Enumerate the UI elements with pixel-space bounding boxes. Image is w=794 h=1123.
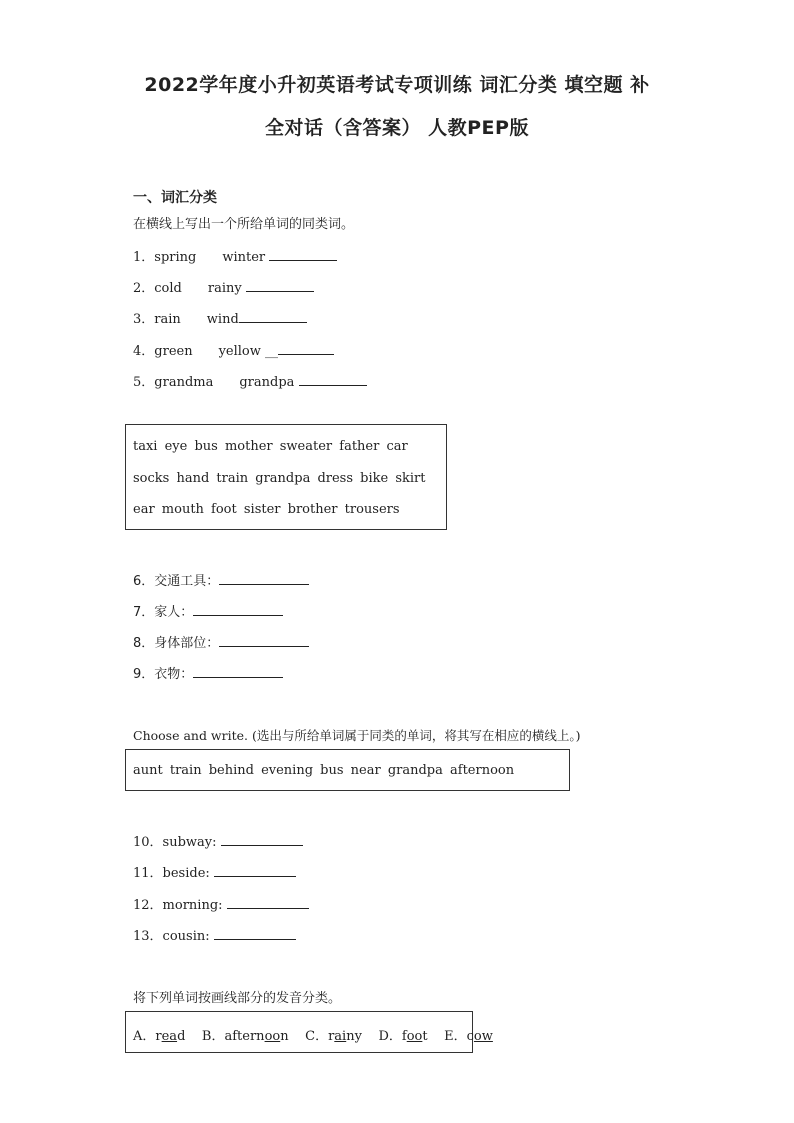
- word-b: winter: [222, 250, 266, 265]
- question-number: 4．: [133, 344, 155, 359]
- question-1: [133, 246, 337, 265]
- word-b: wind: [206, 312, 239, 327]
- option-a: A．read: [133, 1029, 186, 1044]
- answer-blank[interactable]: [246, 279, 314, 292]
- word-b: rainy: [207, 281, 242, 296]
- category-label: 8．身体部位：: [133, 636, 220, 651]
- option-b: B．afternoon: [201, 1029, 289, 1044]
- category-8: [133, 632, 309, 651]
- answer-blank[interactable]: [221, 833, 303, 846]
- word-box-line: aunt train behind evening bus near grandpa afternoon: [133, 763, 515, 778]
- question-11: [133, 862, 296, 881]
- answer-blank[interactable]: [278, 342, 334, 355]
- answer-blank[interactable]: [219, 572, 309, 585]
- answer-blank[interactable]: [214, 927, 296, 940]
- doc-title-line-1: 2022学年度小升初英语考试专项训练 词汇分类 填空题 补: [144, 74, 650, 96]
- answer-blank[interactable]: [269, 248, 337, 261]
- section-instruction: 在横线上写出一个所给单词的同类词。: [133, 217, 355, 232]
- question-number: 3．: [133, 312, 155, 327]
- word-box-line: ear mouth foot sister brother trousers: [133, 502, 400, 517]
- options-line: [133, 1025, 493, 1044]
- underlined-sound: ai: [334, 1029, 347, 1044]
- underlined-sound: ea: [161, 1029, 178, 1044]
- question-3: [133, 308, 307, 327]
- category-label: 9．衣物：: [133, 667, 194, 682]
- category-9: [133, 663, 283, 682]
- word-a: green: [154, 344, 193, 359]
- word-box-line: taxi eye bus mother sweater father car: [133, 439, 408, 454]
- category-7: [133, 601, 283, 620]
- question-12: [133, 894, 309, 913]
- question-10: [133, 831, 303, 850]
- word-box-line: socks hand train grandpa dress bike skirt: [133, 471, 426, 486]
- question-label: 10．subway:: [133, 835, 217, 850]
- word-box: [125, 749, 570, 791]
- underlined-sound: oo: [406, 1029, 423, 1044]
- word-a: rain: [154, 312, 181, 327]
- section-instruction: Choose and write. (选出与所给单词属于同类的单词，将其写在相应的横线上。): [133, 728, 581, 743]
- answer-blank[interactable]: [227, 896, 309, 909]
- answer-blank[interactable]: [219, 634, 309, 647]
- category-label: 7．家人：: [133, 605, 194, 620]
- answer-blank[interactable]: [193, 603, 283, 616]
- category-6: [133, 570, 309, 589]
- answer-blank[interactable]: [239, 310, 307, 323]
- question-4: [133, 340, 334, 359]
- question-number: 2．: [133, 281, 155, 296]
- section-heading: 一、词汇分类: [133, 190, 217, 206]
- answer-blank[interactable]: [299, 373, 367, 386]
- question-label: 11．beside:: [133, 866, 210, 881]
- underlined-sound: ow: [473, 1029, 493, 1044]
- question-2: [133, 277, 314, 296]
- answer-blank[interactable]: [214, 864, 296, 877]
- blank-prefix: __: [265, 344, 279, 359]
- underlined-sound: oo: [264, 1029, 281, 1044]
- question-number: 1．: [133, 250, 155, 265]
- option-d: D．foot: [378, 1029, 428, 1044]
- category-label: 6．交通工具：: [133, 574, 220, 589]
- option-c: C．rainy: [305, 1029, 362, 1044]
- word-a: grandma: [154, 375, 214, 390]
- answer-blank[interactable]: [193, 665, 283, 678]
- option-e: E．cow: [444, 1029, 493, 1044]
- word-b: grandpa: [239, 375, 295, 390]
- word-box: [125, 424, 447, 530]
- question-5: [133, 371, 367, 390]
- doc-title-line-2: 全对话（含答案） 人教PEP版: [265, 117, 529, 139]
- question-13: [133, 925, 296, 944]
- question-label: 13．cousin:: [133, 929, 210, 944]
- question-number: 5．: [133, 375, 155, 390]
- question-label: 12．morning:: [133, 898, 223, 913]
- options-box: [125, 1011, 493, 1053]
- word-a: spring: [154, 250, 197, 265]
- word-a: cold: [154, 281, 182, 296]
- section-instruction: 将下列单词按画线部分的发音分类。: [133, 991, 342, 1006]
- word-b: yellow: [218, 344, 261, 359]
